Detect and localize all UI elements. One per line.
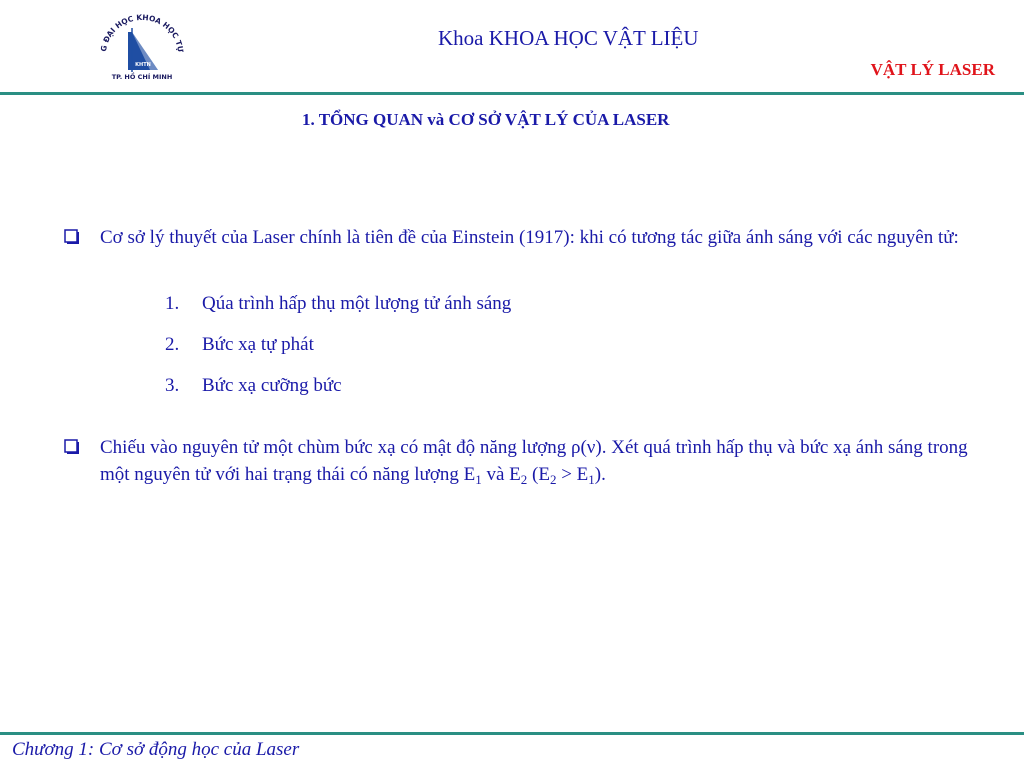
bullet-radiation-part5: ). [594,464,606,485]
bullet-radiation-part1: Chiếu vào nguyên tử một chùm bức xạ có mật độ năng lượng ρ(ν). Xét quá trình hấp thụ và bức xạ ánh sáng trong một nguyên tử với hai trạng thái có năng lượng E [100,437,968,485]
department-name: Khoa KHOA HỌC VẬT LIỆU [438,26,699,50]
header-divider [0,92,1024,95]
university-logo [88,12,196,84]
list-item [165,334,314,356]
slide-title: 1. TỔNG QUAN và CƠ SỞ VẬT LÝ CỦA LASER [302,110,670,129]
logo-badge: KHTN [135,62,151,68]
logo-graphic [88,12,196,84]
subscript: 1 [588,472,595,487]
list-item-number: 3. [165,375,180,396]
list-item-text: Bức xạ tự phát [202,334,314,355]
bullet-radiation-text [100,434,984,488]
bullet-radiation [64,434,984,488]
list-item-text: Bức xạ cưỡng bức [202,375,342,396]
list-item [165,293,511,315]
list-item-number: 2. [165,334,180,355]
list-item [165,375,342,397]
subscript: 1 [475,472,482,487]
bullet-einstein [64,224,984,251]
chapter-footer: Chương 1: Cơ sở động học của Laser [12,739,300,760]
bullet-radiation-part4: > E [556,464,589,485]
subscript: 2 [520,472,528,487]
bullet-radiation-part2: và E [481,464,521,485]
checkbox-bullet-icon [64,229,80,245]
logo-top-text: G ĐẠI HỌC KHOA HỌC TỰ [99,12,186,53]
footer-divider [0,732,1024,735]
bullet-einstein-text: Cơ sở lý thuyết của Laser chính là tiên đề của Einstein (1917): khi có tương tác giữa ánh sáng với các nguyên tử: [100,227,959,248]
bullet-radiation-part3: (E [527,464,550,485]
checkbox-bullet-icon [64,439,80,455]
list-item-number: 1. [165,293,180,314]
logo-bottom-text: TP. HỒ CHÍ MINH [111,73,173,81]
course-name: VẬT LÝ LASER [870,60,995,79]
subscript: 2 [549,472,557,487]
list-item-text: Qúa trình hấp thụ một lượng tử ánh sáng [202,293,512,314]
